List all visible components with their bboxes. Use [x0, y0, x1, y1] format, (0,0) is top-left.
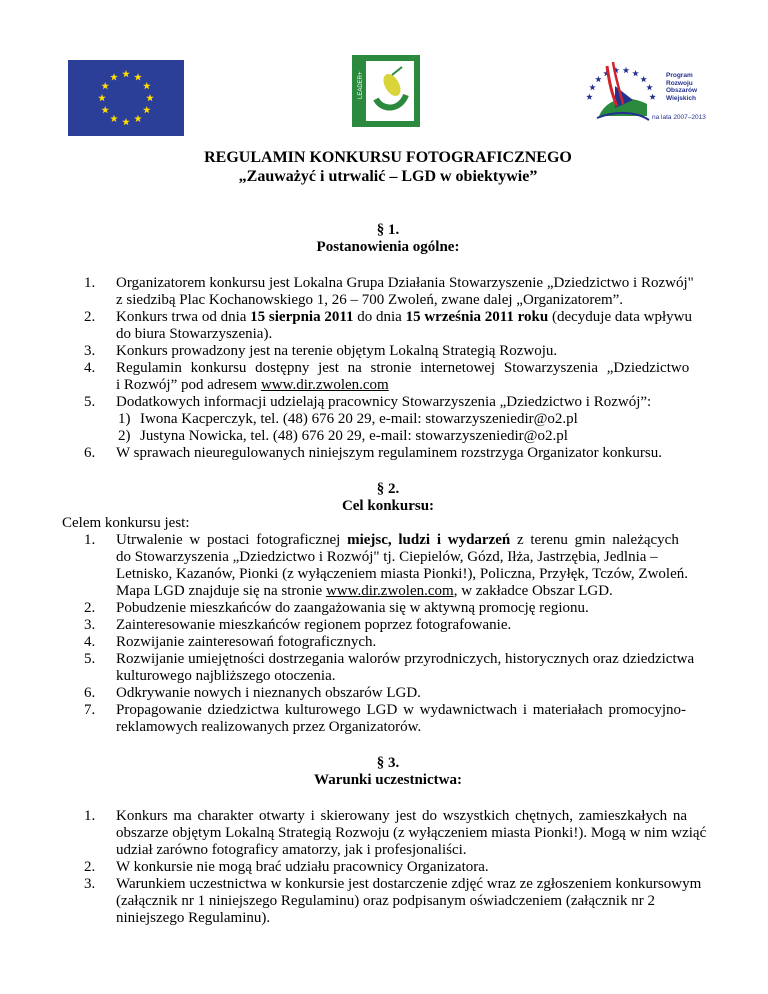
- document-subtitle: „Zauważyć i utrwalić – LGD w obiektywie”: [238, 168, 538, 185]
- text: Konkurs trwa od dnia: [116, 309, 251, 325]
- bold-text: miejsc, ludzi i wydarzeń: [347, 532, 511, 548]
- list-item-text: Konkurs prowadzony jest na terenie objętym Lokalną Strategią Rozwoju.: [116, 343, 558, 359]
- sub-list-item: 1) Iwona Kacperczyk, tel. (48) 676 20 29, e-mail: stowarzyszeniedir@o2.pl: [64, 411, 712, 428]
- prow-line: Wiejskich: [666, 94, 696, 102]
- prow-line: Program: [666, 72, 693, 79]
- list-item-text: Konkurs ma charakter otwarty i skierowany jest do wszystkich chętnych, zamieszkałych na: [116, 808, 687, 824]
- prow-star-icon: [623, 67, 630, 73]
- section-3-list: [64, 808, 712, 927]
- list-item: 4. Rozwijanie zainteresowań fotograficznych.: [64, 634, 712, 651]
- section-3-number: § 3.: [376, 755, 400, 771]
- list-item: 6. W sprawach nieuregulowanych niniejszym regulaminem rozstrzyga Organizator konkursu.: [64, 445, 712, 462]
- list-item-text: reklamowych realizowanych przez Organizatorów.: [116, 719, 422, 735]
- text: do dnia: [353, 309, 406, 325]
- logo-strip: [0, 0, 768, 130]
- document-title: REGULAMIN KONKURSU FOTOGRAFICZNEGO: [204, 149, 572, 166]
- contact-iwona: Iwona Kacperczyk, tel. (48) 676 20 29, e-mail: stowarzyszeniedir@o2.pl: [140, 411, 578, 427]
- section-2-list: [64, 532, 712, 736]
- text: z terenu gmin należących: [510, 532, 679, 548]
- list-item-text: (załącznik nr 1 niniejszego Regulaminu) oraz podpisanym oświadczeniem (załącznik nr 2: [116, 893, 655, 909]
- prow-star-icon: [632, 70, 639, 76]
- section-1-list: [64, 275, 712, 462]
- list-item: 5. Dodatkowych informacji udzielają pracownicy Stowarzyszenia „Dziedzictwo i Rozwój”:: [64, 394, 712, 411]
- section-3-title: Warunki uczestnictwa:: [314, 772, 462, 788]
- text: Mapa LGD znajduje się na stronie: [116, 583, 326, 599]
- regulation-document: [64, 148, 712, 927]
- list-item-text: do Stowarzyszenia „Dziedzictwo i Rozwój" tj. Ciepielów, Gózd, Iłża, Jastrzębia, Jedlnia –: [116, 549, 658, 565]
- contact-justyna: Justyna Nowicka, tel. (48) 676 20 29, e-mail: stowarzyszeniedir@o2.pl: [140, 428, 568, 444]
- leader-logo-text: LEADER+: [358, 71, 364, 99]
- list-item: 4. Regulamin konkursu dostępny jest na stronie internetowej Stowarzyszenia „Dziedzictwo i Rozwój” pod adresem www.dir.zwolen.com: [64, 360, 712, 394]
- section-1-number: § 1.: [376, 222, 400, 238]
- list-item: 2. W konkursie nie mogą brać udziału pracownicy Organizatora.: [64, 859, 712, 876]
- list-item-text: W konkursie nie mogą brać udziału pracownicy Organizatora.: [116, 859, 489, 875]
- prow-years: na lata 2007–2013: [652, 114, 706, 121]
- text: , w zakładce Obszar LGD.: [453, 583, 613, 599]
- list-item-text: udział zarówno fotograficy amatorzy, jak i profesjonaliści.: [116, 842, 467, 858]
- start-date: 15 sierpnia 2011: [250, 309, 354, 325]
- text: i Rozwój” pod adresem: [116, 377, 261, 393]
- sub-list-item: 2) Justyna Nowicka, tel. (48) 676 20 29, e-mail: stowarzyszeniedir@o2.pl: [64, 428, 712, 445]
- end-date: 15 września 2011 roku: [405, 309, 549, 325]
- list-item-text: obszarze objętym Lokalną Strategią Rozwoju (z wyłączeniem miasta Pionki!). Mogą w nim wziąć: [116, 825, 707, 841]
- list-item-text: Letnisko, Kazanów, Pionki (z wyłączeniem miasta Pionki!), Policzna, Przyłęk, Tczów, Zwoleń.: [116, 566, 688, 582]
- prow-line: Obszarów: [666, 87, 698, 94]
- list-item-text: Organizatorem konkursu jest Lokalna Grupa Działania Stowarzyszenie „Dziedzictwo i Rozwój": [116, 275, 694, 291]
- list-item-text: W sprawach nieuregulowanych niniejszym regulaminem rozstrzyga Organizator konkursu.: [116, 445, 662, 461]
- list-item-text: do biura Stowarzyszenia).: [116, 326, 273, 342]
- list-item: 2. Konkurs trwa od dnia 15 sierpnia 2011 do dnia 15 września 2011 roku (decyduje data wpływu do biura Stowarzyszenia).: [64, 309, 712, 343]
- list-item: 3. Konkurs prowadzony jest na terenie objętym Lokalną Strategią Rozwoju.: [64, 343, 712, 360]
- list-item-text: kulturowego najbliższego otoczenia.: [116, 668, 336, 684]
- prow-star-icon: [586, 93, 593, 99]
- list-item: 7. Propagowanie dziedzictwa kulturowego LGD w wydawnictwach i materiałach promocyjno- reklamowych realizowanych przez Organizatorów.: [64, 702, 712, 736]
- list-item-text: Odkrywanie nowych i nieznanych obszarów LGD.: [116, 685, 421, 701]
- prow-star-icon: [646, 84, 653, 90]
- list-item-text: Dodatkowych informacji udzielają pracownicy Stowarzyszenia „Dziedzictwo i Rozwój”:: [116, 394, 652, 410]
- list-item: 5. Rozwijanie umiejętności dostrzegania walorów przyrodniczych, historycznych oraz dziedzictwa kulturowego najbliższego otoczenia.: [64, 651, 712, 685]
- text: (decyduje data wpływu: [548, 309, 692, 325]
- list-item: 3. Warunkiem uczestnictwa w konkursie jest dostarczenie zdjęć wraz ze zgłoszeniem konkursowym (załącznik nr 1 niniejszego Regulaminu) oraz podpisanym oświadczeniem (załącznik nr 2 niniejszego Regulaminu).: [64, 876, 712, 927]
- prow-line: Rozwoju: [666, 79, 693, 87]
- list-item-text: z siedzibą Plac Kochanowskiego 1, 26 – 700 Zwoleń, zwane dalej „Organizatorem”.: [116, 292, 624, 308]
- prow-star-icon: [589, 84, 596, 90]
- list-item: 1. Organizatorem konkursu jest Lokalna Grupa Działania Stowarzyszenie „Dziedzictwo i Rozwój" z siedzibą Plac Kochanowskiego 1, 26 – 700 Zwoleń, zwane dalej „Organizatorem”.: [64, 275, 712, 309]
- list-item-text: Propagowanie dziedzictwa kulturowego LGD w wydawnictwach i materiałach promocyjno-: [116, 702, 686, 718]
- list-item-text: Zainteresowanie mieszkańców regionem poprzez fotografowanie.: [116, 617, 512, 633]
- list-item-text: Regulamin konkursu dostępny jest na stronie internetowej Stowarzyszenia „Dziedzictwo: [116, 360, 690, 376]
- prow-star-icon: [595, 76, 602, 82]
- section-2-title: Cel konkursu:: [341, 498, 435, 514]
- prow-star-icon: [640, 76, 647, 82]
- website-link[interactable]: www.dir.zwolen.com: [325, 583, 454, 599]
- list-item: 1. Utrwalenie w postaci fotograficznej miejsc, ludzi i wydarzeń z terenu gmin należących do Stowarzyszenia „Dziedzictwo i Rozwój" tj. Ciepielów, Gózd, Iłża, Jastrzębia, Jedlnia – Letnisko, Kazanów, Pionki (z wyłączeniem miasta Pionki!), Policzna, Przyłęk, Tczów, Zwoleń. Mapa LGD znajduje się na stronie www.dir.zwolen.com, w zakładce Obszar LGD.: [64, 532, 712, 600]
- list-item-text: niniejszego Regulaminu).: [116, 910, 271, 926]
- list-item-text: Rozwijanie zainteresowań fotograficznych.: [116, 634, 377, 650]
- list-item-text: Rozwijanie umiejętności dostrzegania walorów przyrodniczych, historycznych oraz dziedzictwa: [116, 651, 695, 667]
- text: Utrwalenie w postaci fotograficznej: [116, 532, 348, 548]
- prow-text: [666, 72, 697, 102]
- eu-flag-logo: [68, 60, 184, 136]
- list-item-text: Pobudzenie mieszkańców do zaangażowania się w aktywną promocję regionu.: [116, 600, 589, 616]
- prow-star-icon: [649, 93, 656, 99]
- list-item: 1. Konkurs ma charakter otwarty i skierowany jest do wszystkich chętnych, zamieszkałych na obszarze objętym Lokalną Strategią Rozwoju (z wyłączeniem miasta Pionki!). Mogą w nim wziąć udział zarówno fotograficy amatorzy, jak i profesjonaliści.: [64, 808, 712, 859]
- list-item: 6. Odkrywanie nowych i nieznanych obszarów LGD.: [64, 685, 712, 702]
- list-item-text: Warunkiem uczestnictwa w konkursie jest dostarczenie zdjęć wraz ze zgłoszeniem konkursowym: [116, 876, 702, 892]
- leader-logo: [352, 55, 420, 127]
- list-item: 3. Zainteresowanie mieszkańców regionem poprzez fotografowanie.: [64, 617, 712, 634]
- website-link[interactable]: www.dir.zwolen.com: [260, 377, 389, 393]
- section-2-intro: Celem konkursu jest:: [62, 515, 190, 531]
- section-1-title: Postanowienia ogólne:: [316, 239, 460, 255]
- list-item: 2. Pobudzenie mieszkańców do zaangażowania się w aktywną promocję regionu.: [64, 600, 712, 617]
- section-2-number: § 2.: [376, 481, 400, 497]
